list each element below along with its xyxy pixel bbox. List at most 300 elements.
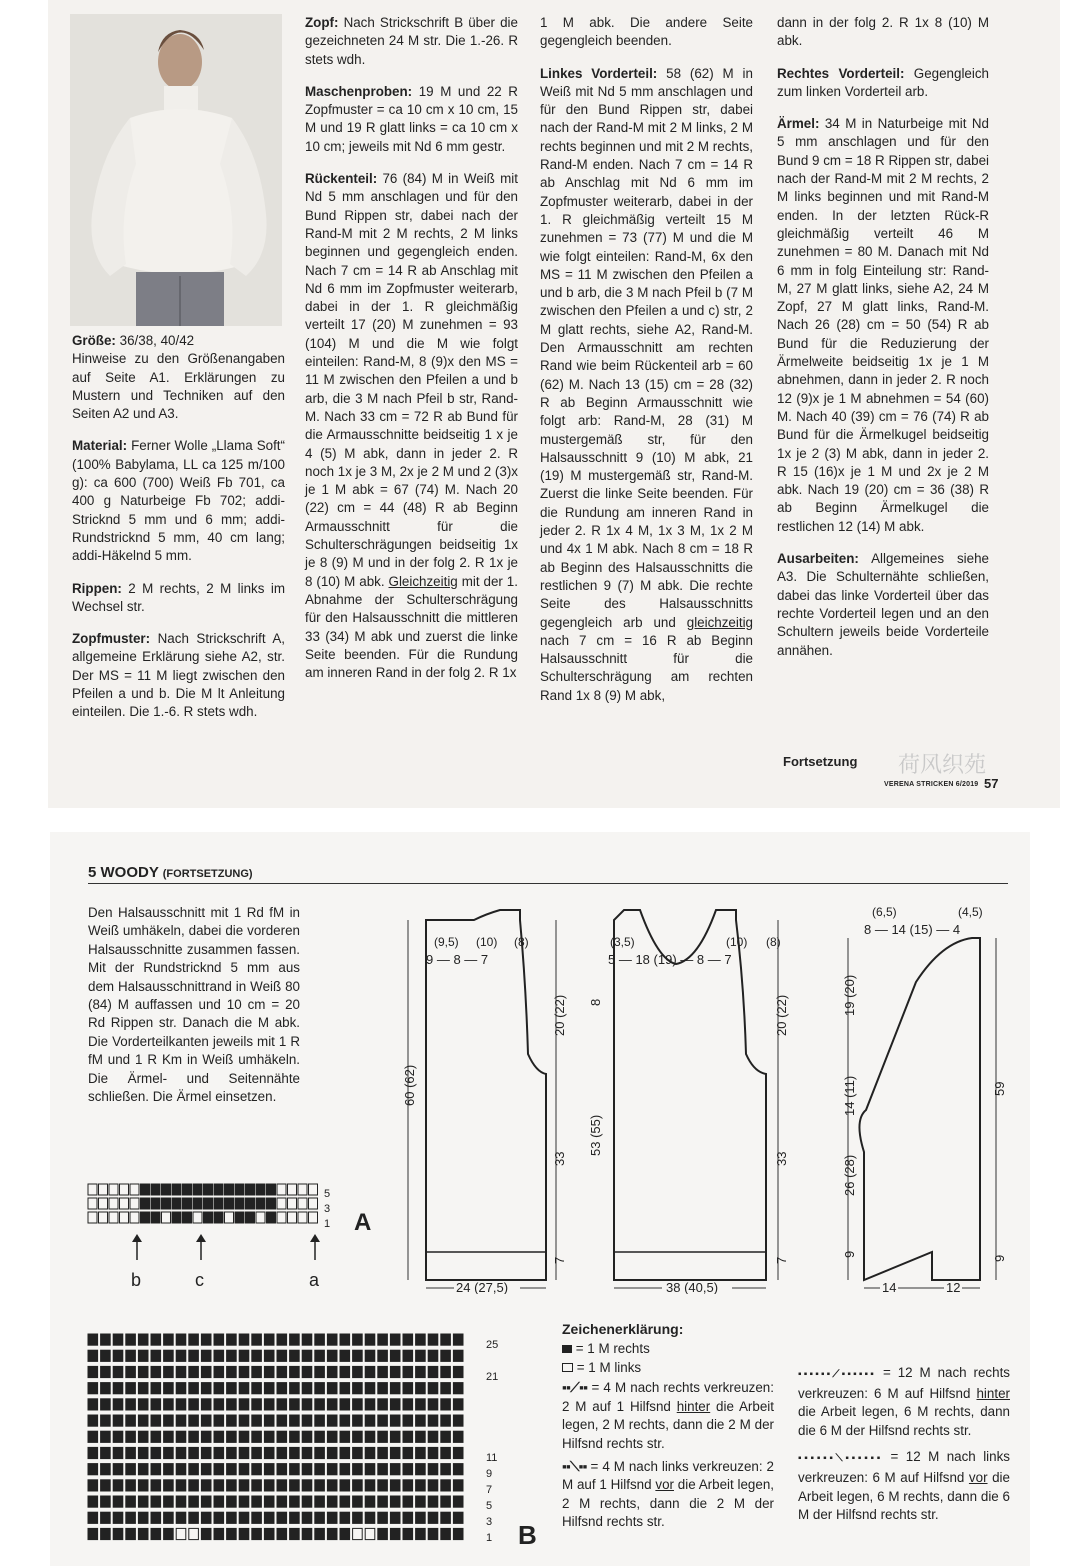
chart-b-cell xyxy=(252,1431,262,1442)
chart-b-cell xyxy=(378,1447,388,1458)
chart-a-cell xyxy=(151,1184,160,1195)
chart-b-cell xyxy=(252,1528,262,1539)
chart-b-cell xyxy=(151,1528,161,1539)
sleeve-top-dims: 8 — 14 (15) — 4 xyxy=(864,922,961,937)
chart-b-cell xyxy=(315,1415,325,1426)
chart-b-cell xyxy=(378,1431,388,1442)
finishing-label: Ausarbeiten: xyxy=(777,551,859,567)
chart-b-cell xyxy=(441,1480,451,1491)
chart-b-cell xyxy=(138,1431,148,1442)
chart-b-cell xyxy=(302,1480,312,1491)
section-title xyxy=(88,864,253,881)
chart-b-cell xyxy=(264,1399,274,1410)
chart-a-cell xyxy=(120,1212,129,1223)
left-front-underlined: gleichzeitig xyxy=(686,614,753,630)
chart-b-cell xyxy=(428,1512,438,1523)
chart-b-cell xyxy=(290,1366,300,1377)
chart-b-cell xyxy=(277,1464,287,1475)
chart-b-cell xyxy=(126,1366,136,1377)
chart-b-cell xyxy=(138,1480,148,1491)
chart-b-cell xyxy=(315,1431,325,1442)
chart-a-cell xyxy=(225,1184,234,1195)
chart-b-cell xyxy=(138,1383,148,1394)
left-front-text-a: 58 (62) M in Weiß mit Nd 5 mm anschlagen und für den Bund Rippen str, dabei nach der Rand-M mit 2 M links, 2 M rechts beginnen und mit 2 M rechts, Rand-M enden. Nach 7 cm = 14 R ab Anschlag mit Nd 6 mm im Zopfmuster weiterarb, dabei in der 1. R gleichmäßig verteilt 15 M zunehmen = 73 (77) M und die M wie folgt einteilen: Rand-M, 6x den MS = 11 M zwischen den Pfeilen a und b arb, die 3 M nach Pfeil b (7 M zwischen den Pfeilen a und c) str, 2 M glatt rechts, siehe A2, Rand-M. Den Armausschnitt am rechten Rand wie beim Rückenteil arb = 60 (62) M. Nach 13 (15) cm = 28 (32) R ab Beginn Armausschnitt wie folgt arb: Rand-M, 28 (31) M mustergemäß str, für den Halsausschnitt 9 (10) M abk, 21 (19) M mustergemäß str, Rand-M. Zuerst die linke Seite beenden. Für die Rundung am inneren Rand in jeder 2. R 1x 4 M, 1x 3 M, 1x 2 M und 4x 1 M abk. Nach 8 cm = 18 R ab Beginn des Halsausschnitts die restlichen 9 (7) M abk. Die rechte Seite des Halsausschnitts gegengleich arb und xyxy=(540,65,753,630)
chart-b-cell xyxy=(315,1334,325,1345)
chart-b-cell xyxy=(453,1447,463,1458)
chart-b-cell xyxy=(390,1383,400,1394)
chart-b-cell xyxy=(264,1528,274,1539)
chart-b-cell xyxy=(416,1512,426,1523)
chart-b-cell xyxy=(151,1350,161,1361)
rib-text: 2 M rechts, 2 M links im Wechsel str. xyxy=(72,580,285,614)
chart-b-cell xyxy=(189,1399,199,1410)
schematics xyxy=(396,896,1020,1294)
chart-b-cell xyxy=(227,1464,237,1475)
legend-knit-text: = 1 M rechts xyxy=(575,1341,650,1356)
front-top-label-3: (8) xyxy=(766,935,781,949)
material-text: Ferner Wolle „Llama Soft“ (100% Babylama, LL ca 125 m/100 g): ca 600 (700) Weiß Fb 701, ca 400 g Naturbeige Fb 702; addi-Stricknd 5 mm und 6 mm; addi-Rundstricknd 5 mm, 40 cm lang; addi-Häkelnd 5 mm. xyxy=(72,438,285,564)
chart-b-cell xyxy=(353,1350,363,1361)
chart-b-cell xyxy=(214,1480,224,1491)
chart-b-cell xyxy=(390,1447,400,1458)
chart-b-cell xyxy=(151,1464,161,1475)
chart-b-cell xyxy=(453,1366,463,1377)
chart-b-cell xyxy=(113,1447,123,1458)
chart-b-cell xyxy=(239,1334,249,1345)
chart-b-cell xyxy=(327,1464,337,1475)
chart-a-cell xyxy=(214,1212,223,1223)
chart-b-cell xyxy=(365,1350,375,1361)
purl-symbol-icon xyxy=(562,1363,573,1372)
chart-b-cell xyxy=(340,1366,350,1377)
chart-b-cell xyxy=(378,1415,388,1426)
chart-b-cell xyxy=(201,1350,211,1361)
chart-a-cell xyxy=(88,1198,97,1209)
schematic-front xyxy=(588,910,789,1294)
chart-b-cell xyxy=(302,1447,312,1458)
chart-b-cell xyxy=(378,1366,388,1377)
chart-b-cell xyxy=(126,1399,136,1410)
chart-b-cell xyxy=(164,1415,174,1426)
chart-a-cell xyxy=(288,1212,297,1223)
chart-b-cell xyxy=(126,1496,136,1507)
chart-b-cell xyxy=(138,1512,148,1523)
sleeve-top-label-2: (4,5) xyxy=(958,905,983,919)
chart-b-cell xyxy=(403,1366,413,1377)
chart-b-cell xyxy=(378,1334,388,1345)
chart-b-cell xyxy=(227,1366,237,1377)
chart-b-row-1: 1 xyxy=(486,1532,493,1544)
chart-a-cell xyxy=(88,1212,97,1223)
chart-b-cell xyxy=(176,1350,186,1361)
chart-b-cell xyxy=(340,1383,350,1394)
chart-b-cell xyxy=(88,1480,98,1491)
chart-b-cell xyxy=(101,1366,111,1377)
chart-b-cell xyxy=(264,1383,274,1394)
chart-b-cell xyxy=(327,1350,337,1361)
chart-b-cell xyxy=(151,1431,161,1442)
chart-b-cell xyxy=(403,1464,413,1475)
chart-b-cell xyxy=(453,1496,463,1507)
chart-b-cell xyxy=(441,1496,451,1507)
chart-b-cell xyxy=(239,1415,249,1426)
chart-b-cell xyxy=(378,1383,388,1394)
chart-b-cell xyxy=(88,1431,98,1442)
chart-b-cell xyxy=(214,1431,224,1442)
chart-b-cell xyxy=(340,1415,350,1426)
cross-left-4-underlined: vor xyxy=(655,1477,674,1493)
chart-b-cell xyxy=(101,1383,111,1394)
arrow-a-label: a xyxy=(309,1270,320,1290)
chart-b-cell xyxy=(315,1383,325,1394)
chart-b-cell xyxy=(428,1350,438,1361)
chart-b-cell xyxy=(390,1399,400,1410)
chart-b-cell xyxy=(164,1431,174,1442)
chart-b-cell xyxy=(277,1366,287,1377)
chart-b-cell xyxy=(264,1480,274,1491)
chart-a-cell xyxy=(130,1198,139,1209)
column-4 xyxy=(777,14,989,674)
chart-a-cell xyxy=(109,1198,118,1209)
chart-a-cell xyxy=(277,1198,286,1209)
chart-b-cell xyxy=(290,1464,300,1475)
chart-a-cell xyxy=(172,1212,181,1223)
chart-b-cell xyxy=(390,1415,400,1426)
chart-b-cell xyxy=(353,1496,363,1507)
chart-b-cell xyxy=(441,1366,451,1377)
chart-b-row-3: 3 xyxy=(486,1516,493,1528)
chart-b-cell xyxy=(189,1512,199,1523)
chart-b-cell xyxy=(201,1480,211,1491)
chart-b-cell xyxy=(126,1431,136,1442)
front-top-dims: 5 — 18 (19) — 8 — 7 xyxy=(608,952,732,967)
legend-column-2 xyxy=(798,1364,1010,1525)
chart-b-cell xyxy=(340,1431,350,1442)
chart-b-cell xyxy=(403,1415,413,1426)
chart-b-cell xyxy=(390,1528,400,1539)
chart-b-cell xyxy=(138,1496,148,1507)
chart-b-cell xyxy=(453,1399,463,1410)
chart-b-cell xyxy=(416,1415,426,1426)
chart-b-cell xyxy=(126,1480,136,1491)
chart-b-cell xyxy=(302,1496,312,1507)
chart-b-row-5: 5 xyxy=(486,1500,493,1512)
chart-b-letter: B xyxy=(518,1520,537,1550)
chart-b-cell xyxy=(113,1528,123,1539)
chart-b-cell xyxy=(151,1383,161,1394)
legend-purl-text: = 1 M links xyxy=(576,1359,642,1375)
cross-right-12-icon: ▪▪▪▪▪▪⟋▪▪▪▪▪▪ xyxy=(798,1369,877,1380)
chart-b-cell xyxy=(176,1447,186,1458)
chart-a-row-3: 3 xyxy=(324,1203,331,1215)
chart-b-cell xyxy=(302,1366,312,1377)
chart-b-cell xyxy=(201,1366,211,1377)
chart-b-cell xyxy=(252,1415,262,1426)
chart-a-cell xyxy=(141,1212,150,1223)
section-title-text: 5 WOODY xyxy=(88,864,159,881)
chart-b-cell xyxy=(403,1528,413,1539)
legend-purl xyxy=(562,1359,774,1378)
chart-b-cell xyxy=(88,1350,98,1361)
chart-a-cell xyxy=(298,1198,307,1209)
chart-b-cell xyxy=(126,1383,136,1394)
chart-b-cell xyxy=(201,1496,211,1507)
chart-b-cell xyxy=(428,1528,438,1539)
rib-label: Rippen: xyxy=(72,580,122,596)
chart-b-cell xyxy=(252,1496,262,1507)
chart-a-cell xyxy=(130,1184,139,1195)
sleeve-bottom-left: 14 xyxy=(882,1280,897,1294)
chart-b-cell xyxy=(239,1383,249,1394)
chart-b-cell xyxy=(302,1334,312,1345)
chart-b-cell xyxy=(390,1431,400,1442)
chart-a-cell xyxy=(235,1212,244,1223)
chart-a-cell xyxy=(109,1212,118,1223)
chart-b-cell xyxy=(403,1480,413,1491)
back-height-total: 60 (62) xyxy=(402,1064,417,1106)
chart-a-cell xyxy=(193,1184,202,1195)
chart-b-cell xyxy=(315,1464,325,1475)
chart-b-cell xyxy=(365,1431,375,1442)
chart-b-cell xyxy=(227,1350,237,1361)
cross-right-4-icon: ▪▪⟋▪▪ xyxy=(562,1380,588,1396)
size-label: Größe: xyxy=(72,333,116,348)
chart-b-cell xyxy=(365,1447,375,1458)
chart-b-cell xyxy=(327,1480,337,1491)
chart-b-cell xyxy=(151,1366,161,1377)
chart-b-cell xyxy=(201,1464,211,1475)
chart-b-cell xyxy=(113,1431,123,1442)
chart-b-cell xyxy=(227,1399,237,1410)
chart-b-cell xyxy=(277,1512,287,1523)
chart-b-cell xyxy=(327,1496,337,1507)
chart-b-cell xyxy=(214,1350,224,1361)
legend-knit xyxy=(562,1340,774,1359)
chart-b-cell xyxy=(353,1512,363,1523)
chart-b-cell xyxy=(227,1480,237,1491)
arrow-c xyxy=(196,1234,206,1260)
chart-b-cell xyxy=(365,1399,375,1410)
chart-b-cell xyxy=(113,1480,123,1491)
chart-a xyxy=(86,1180,386,1292)
cable-label: Zopfmuster: xyxy=(72,631,151,647)
chart-b-cell xyxy=(176,1512,186,1523)
chart-b-cell xyxy=(441,1447,451,1458)
chart-b-cell xyxy=(277,1496,287,1507)
chart-b-cell xyxy=(315,1399,325,1410)
chart-b-cell xyxy=(378,1496,388,1507)
chart-b-cell xyxy=(151,1480,161,1491)
chart-b-cell xyxy=(189,1415,199,1426)
chart-b-cell xyxy=(176,1431,186,1442)
chart-b-cell xyxy=(327,1512,337,1523)
legend-column-1 xyxy=(562,1340,774,1532)
size-text: Hinweise zu den Größenangaben auf Seite A1. Erklärungen zu Mustern und Techniken auf den Seiten A2 und A3. xyxy=(72,351,285,422)
chart-b-cell xyxy=(176,1496,186,1507)
chart-b-cell xyxy=(227,1528,237,1539)
front-rib: 7 xyxy=(774,1256,789,1264)
chart-b-cell xyxy=(138,1415,148,1426)
chart-b-cell xyxy=(290,1415,300,1426)
chart-b-cell xyxy=(315,1350,325,1361)
chart-b-cell xyxy=(378,1350,388,1361)
front-top-label-1: (3,5) xyxy=(610,935,635,949)
chart-b-cell xyxy=(113,1512,123,1523)
chart-b-cell xyxy=(264,1350,274,1361)
legend-title: Zeichenerklärung: xyxy=(562,1321,684,1337)
chart-b-cell xyxy=(353,1431,363,1442)
chart-b-cell xyxy=(290,1512,300,1523)
cross-left-12-underlined: vor xyxy=(968,1469,988,1485)
chart-b xyxy=(86,1330,546,1560)
back-top-label-2: (10) xyxy=(476,935,498,949)
chart-b-cell xyxy=(302,1464,312,1475)
chart-b-cell xyxy=(101,1496,111,1507)
chart-b-cell xyxy=(441,1415,451,1426)
chart-b-cell xyxy=(151,1447,161,1458)
chart-a-cell xyxy=(267,1198,276,1209)
chart-a-cell xyxy=(204,1212,213,1223)
chart-b-cell xyxy=(416,1383,426,1394)
chart-b-cell xyxy=(239,1350,249,1361)
schematic-back xyxy=(402,910,567,1294)
chart-b-cell xyxy=(164,1383,174,1394)
chart-b-cell xyxy=(453,1464,463,1475)
right-front-text: Gegengleich zum linken Vorderteil arb. xyxy=(777,65,989,99)
chart-b-cell xyxy=(441,1350,451,1361)
chart-b-cell xyxy=(441,1399,451,1410)
chart-b-cell xyxy=(365,1528,375,1539)
chart-a-cell xyxy=(130,1212,139,1223)
front-width: 38 (40,5) xyxy=(666,1280,719,1294)
chart-b-cell xyxy=(428,1383,438,1394)
chart-b-cell xyxy=(101,1480,111,1491)
chart-b-cell xyxy=(365,1366,375,1377)
chart-b-cell xyxy=(126,1350,136,1361)
chart-b-cell xyxy=(164,1366,174,1377)
chart-b-cell xyxy=(176,1366,186,1377)
chart-b-cell xyxy=(378,1528,388,1539)
chart-b-cell xyxy=(340,1512,350,1523)
chart-a-cell xyxy=(309,1198,318,1209)
chart-a-cell xyxy=(99,1184,108,1195)
chart-b-cell xyxy=(365,1496,375,1507)
chart-b-cell xyxy=(164,1512,174,1523)
chart-b-cell xyxy=(88,1496,98,1507)
chart-b-cell xyxy=(176,1383,186,1394)
chart-a-cell xyxy=(288,1198,297,1209)
chart-b-cell xyxy=(315,1512,325,1523)
chart-b-cell xyxy=(101,1431,111,1442)
chart-b-cell xyxy=(227,1496,237,1507)
front-neck: 8 xyxy=(588,998,603,1006)
chart-b-cell xyxy=(453,1334,463,1345)
chart-b-cell xyxy=(151,1496,161,1507)
chart-b-cell xyxy=(290,1528,300,1539)
chart-b-cell xyxy=(88,1366,98,1377)
chart-b-cell xyxy=(227,1512,237,1523)
chart-a-grid xyxy=(88,1184,318,1223)
chart-a-cell xyxy=(141,1198,150,1209)
chart-b-cell xyxy=(227,1383,237,1394)
magazine-name: VERENA STRICKEN 6/2019 xyxy=(884,781,979,788)
chart-b-cell xyxy=(290,1350,300,1361)
chart-b-cell xyxy=(390,1464,400,1475)
chart-b-cell xyxy=(126,1464,136,1475)
braid-text: Nach Strickschrift B über die gezeichneten 24 M str. Die 1.-26. R stets wdh. xyxy=(305,15,518,67)
chart-b-cell xyxy=(214,1528,224,1539)
chart-b-cell xyxy=(126,1528,136,1539)
chart-a-cell xyxy=(172,1198,181,1209)
chart-b-cell xyxy=(239,1399,249,1410)
chart-b-cell xyxy=(315,1528,325,1539)
chart-b-cell xyxy=(151,1512,161,1523)
back-top-label-3: (8) xyxy=(514,935,529,949)
chart-a-cell xyxy=(88,1184,97,1195)
chart-b-cell xyxy=(340,1447,350,1458)
chart-b-cell xyxy=(390,1496,400,1507)
chart-b-cell xyxy=(214,1334,224,1345)
legend-cross-right-12 xyxy=(798,1364,1010,1440)
chart-a-row-5: 5 xyxy=(324,1188,331,1200)
back-text-b: mit der 1. Abnahme der Schulterschrägung für den Halsausschnitt die mittleren 33 (34) M abk und zuerst die linke Seite beenden. Für die Rundung am inneren Rand in der folg 2. R 1x xyxy=(305,573,518,681)
chart-a-cell xyxy=(267,1184,276,1195)
section-subtitle: (FORTSETZUNG) xyxy=(162,868,253,880)
chart-b-cell xyxy=(189,1366,199,1377)
chart-a-cell xyxy=(183,1198,192,1209)
chart-b-cell xyxy=(101,1512,111,1523)
chart-b-cell xyxy=(453,1431,463,1442)
chart-b-cell xyxy=(239,1447,249,1458)
chart-b-row-7: 7 xyxy=(486,1484,493,1496)
chart-b-cell xyxy=(239,1528,249,1539)
chart-b-cell xyxy=(416,1496,426,1507)
chart-b-cell xyxy=(101,1415,111,1426)
chart-b-cell xyxy=(365,1480,375,1491)
chart-b-cell xyxy=(365,1512,375,1523)
chart-b-cell xyxy=(340,1480,350,1491)
chart-b-cell xyxy=(290,1431,300,1442)
chart-b-cell xyxy=(101,1447,111,1458)
chart-b-cell xyxy=(239,1366,249,1377)
chart-b-cell xyxy=(340,1334,350,1345)
chart-b-cell xyxy=(327,1528,337,1539)
chart-a-cell xyxy=(235,1198,244,1209)
chart-a-cell xyxy=(204,1198,213,1209)
chart-b-cell xyxy=(214,1383,224,1394)
chart-b-cell xyxy=(327,1447,337,1458)
chart-b-cell xyxy=(189,1464,199,1475)
chart-b-cell xyxy=(453,1480,463,1491)
chart-b-row-11: 11 xyxy=(486,1452,498,1464)
chart-a-cell xyxy=(246,1198,255,1209)
sleeve-mid: 14 (11) xyxy=(842,1075,857,1116)
chart-b-cell xyxy=(453,1415,463,1426)
sleeve-cuff-right: 9 xyxy=(992,1254,1007,1262)
cross-left-4-icon: ▪▪⟍▪▪ xyxy=(562,1458,587,1474)
arrow-c-label: c xyxy=(195,1270,204,1290)
chart-b-cell xyxy=(353,1366,363,1377)
chart-b-cell xyxy=(378,1399,388,1410)
chart-b-cell xyxy=(201,1431,211,1442)
chart-b-cell xyxy=(227,1447,237,1458)
chart-b-cell xyxy=(277,1415,287,1426)
chart-b-cell xyxy=(189,1447,199,1458)
chart-b-cell xyxy=(365,1415,375,1426)
sleeve-text: 34 M in Naturbeige mit Nd 5 mm anschlagen und für den Bund 9 cm = 18 R Rippen str, dabei nach der Rand-M mit 2 M rechts, 2 M links beginnen und mit Rand-M enden. In der letzten Rück-R gleichmäßig verteilt 46 M zunehmen = 80 M. Danach mit Nd 6 mm in folg Einteilung str: Rand-M, 27 M glatt links, siehe A2, 24 M Zopf, 27 M glatt links, Rand-M. Nach 26 (28) cm = 50 (54) R ab Bund für die Reduzierung der Ärmelweite beidseitig 1x je 1 M abnehmen, dann in jeder 2. R noch 12 (9)x je 1 M abnehmen = 54 (60) M. Nach 40 (39) cm = 76 (74) R ab Bund für die Ärmelkugel beidseitig 1x je 2 (3) M abk, dann in jeder 2. R 15 (16)x je 1 M und 2x je 2 M abk. Nach 19 (20) cm = 36 (38) R ab Beginn Ärmelkugel die restlichen 12 (14) M abk. xyxy=(777,116,989,534)
cross-right-12-text: = 12 M nach rechts verkreuzen: 6 M auf Hilfsnd xyxy=(798,1365,1010,1401)
chart-b-cell xyxy=(353,1447,363,1458)
